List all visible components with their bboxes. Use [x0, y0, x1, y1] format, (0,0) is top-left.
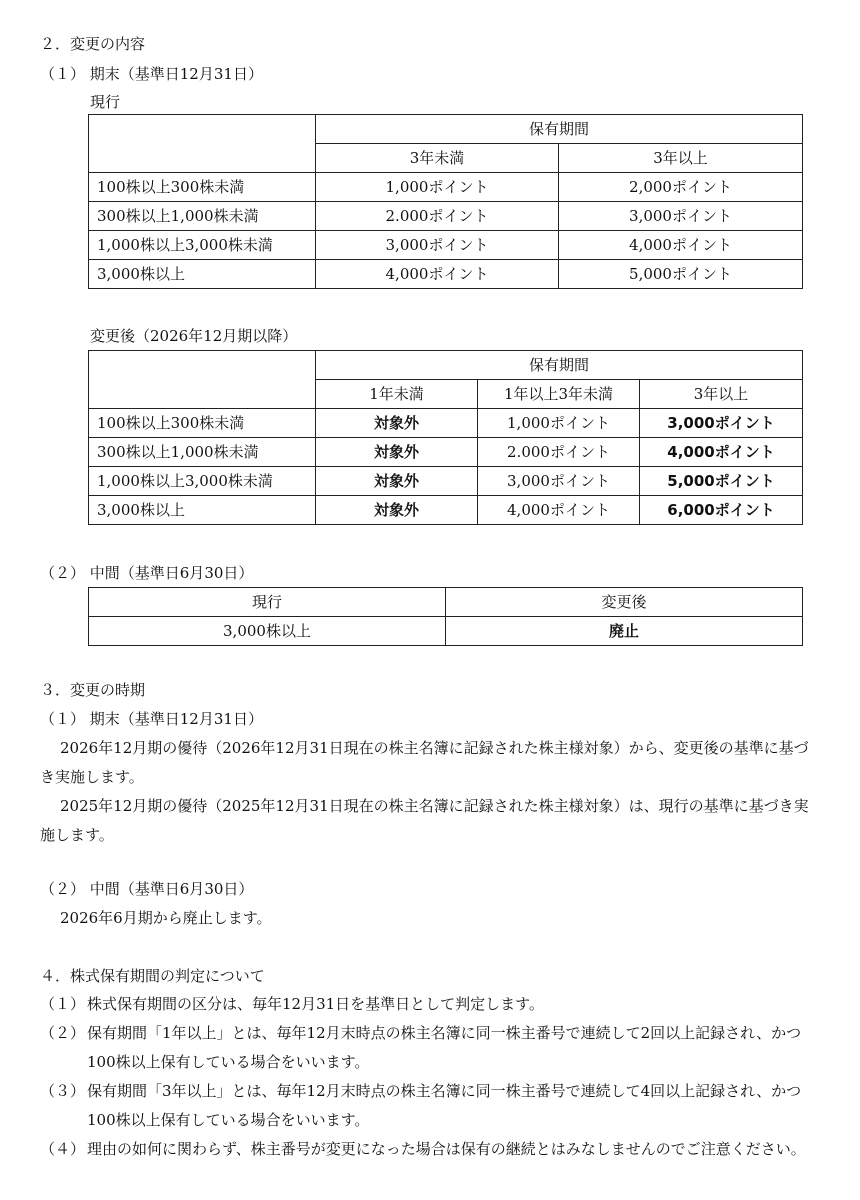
points-cell: 4,000ポイント — [478, 496, 640, 525]
table-corner-cell — [89, 115, 316, 173]
table-row — [89, 409, 803, 438]
table-row — [89, 467, 803, 496]
list-item-text: 保有期間「3年以上」とは、毎年12月末時点の株主名簿に同一株主番号で連続して4回以上記録され、かつ100株以上保有している場合をいいます。 — [87, 1082, 802, 1129]
abolished-cell: 廃止 — [446, 617, 803, 646]
tier-cell: 100株以上300株未満 — [89, 409, 316, 438]
tier-cell: 3,000株以上 — [89, 617, 446, 646]
list-item-number: （４） — [40, 1140, 86, 1158]
tier-cell: 300株以上1,000株未満 — [89, 438, 316, 467]
section-3-paragraph-3: 2026年6月期から廃止します。 — [60, 909, 272, 927]
points-cell: 4,000ポイント — [316, 260, 559, 289]
current-benefits-table — [88, 114, 803, 289]
section-3-sub1: （１） 期末（基準日12月31日） — [40, 710, 263, 728]
section-3-paragraph-1: 2026年12月期の優待（2026年12月31日現在の株主名簿に記録された株主様対象）から、変更後の基準に基づき実施します。 — [40, 739, 809, 786]
tier-cell: 100株以上300株未満 — [89, 173, 316, 202]
table-column-header: 3年未満 — [316, 144, 559, 173]
points-cell: 1,000ポイント — [316, 173, 559, 202]
table-row — [89, 496, 803, 525]
points-cell: 3,000ポイント — [640, 409, 803, 438]
after-change-benefits-table — [88, 350, 803, 525]
current-label: 現行 — [90, 93, 121, 111]
section-4-heading: ４．株式保有期間の判定について — [40, 967, 265, 985]
table-row — [89, 231, 803, 260]
section-2-sub2: （２） 中間（基準日6月30日） — [40, 564, 254, 582]
table-row — [89, 260, 803, 289]
tier-cell: 3,000株以上 — [89, 260, 316, 289]
tier-cell: 1,000株以上3,000株未満 — [89, 231, 316, 260]
section-2-heading: ２．変更の内容 — [40, 35, 146, 53]
section-3-heading: ３．変更の時期 — [40, 681, 146, 699]
tier-cell: 1,000株以上3,000株未満 — [89, 467, 316, 496]
table-corner-cell — [89, 351, 316, 409]
points-cell: 3,000ポイント — [478, 467, 640, 496]
points-cell: 4,000ポイント — [559, 231, 803, 260]
tier-cell: 300株以上1,000株未満 — [89, 202, 316, 231]
table-row — [89, 173, 803, 202]
section-2-sub1: （１） 期末（基準日12月31日） — [40, 65, 263, 83]
points-cell: 3,000ポイント — [316, 231, 559, 260]
section-3-paragraph-2: 2025年12月期の優待（2025年12月31日現在の株主名簿に記録された株主様対象）は、現行の基準に基づき実施します。 — [40, 797, 809, 844]
points-cell: 1,000ポイント — [478, 409, 640, 438]
points-cell: 2.000ポイント — [316, 202, 559, 231]
points-cell: 4,000ポイント — [640, 438, 803, 467]
tier-cell: 3,000株以上 — [89, 496, 316, 525]
points-cell: 5,000ポイント — [559, 260, 803, 289]
table-row — [89, 617, 803, 646]
table-column-header: 3年以上 — [640, 380, 803, 409]
list-item-number: （３） — [40, 1082, 86, 1100]
points-cell: 3,000ポイント — [559, 202, 803, 231]
interim-benefits-table — [88, 587, 803, 646]
list-item-number: （２） — [40, 1024, 86, 1042]
list-item-number: （１） — [40, 995, 86, 1013]
section-3-sub2: （２） 中間（基準日6月30日） — [40, 880, 254, 898]
list-item-text: 理由の如何に関わらず、株主番号が変更になった場合は保有の継続とはみなしませんのでご注意ください。 — [87, 1140, 806, 1158]
points-cell: 2,000ポイント — [559, 173, 803, 202]
not-eligible-cell: 対象外 — [316, 438, 478, 467]
table-column-header: 3年以上 — [559, 144, 803, 173]
points-cell: 5,000ポイント — [640, 467, 803, 496]
not-eligible-cell: 対象外 — [316, 496, 478, 525]
not-eligible-cell: 対象外 — [316, 467, 478, 496]
points-cell: 6,000ポイント — [640, 496, 803, 525]
list-item — [40, 1135, 815, 1164]
table-column-header: 現行 — [89, 588, 446, 617]
table-row — [89, 438, 803, 467]
table-row — [89, 202, 803, 231]
table-group-header: 保有期間 — [316, 351, 803, 380]
table-column-header: 1年未満 — [316, 380, 478, 409]
list-item-text: 株式保有期間の区分は、毎年12月31日を基準日として判定します。 — [87, 995, 544, 1013]
not-eligible-cell: 対象外 — [316, 409, 478, 438]
table-group-header: 保有期間 — [316, 115, 803, 144]
list-item — [40, 1019, 815, 1077]
points-cell: 2.000ポイント — [478, 438, 640, 467]
list-item — [40, 990, 815, 1019]
after-change-label: 変更後（2026年12月期以降） — [90, 327, 298, 345]
table-column-header: 1年以上3年未満 — [478, 380, 640, 409]
list-item-text: 保有期間「1年以上」とは、毎年12月末時点の株主名簿に同一株主番号で連続して2回以上記録され、かつ100株以上保有している場合をいいます。 — [87, 1024, 802, 1071]
list-item — [40, 1077, 815, 1135]
table-column-header: 変更後 — [446, 588, 803, 617]
